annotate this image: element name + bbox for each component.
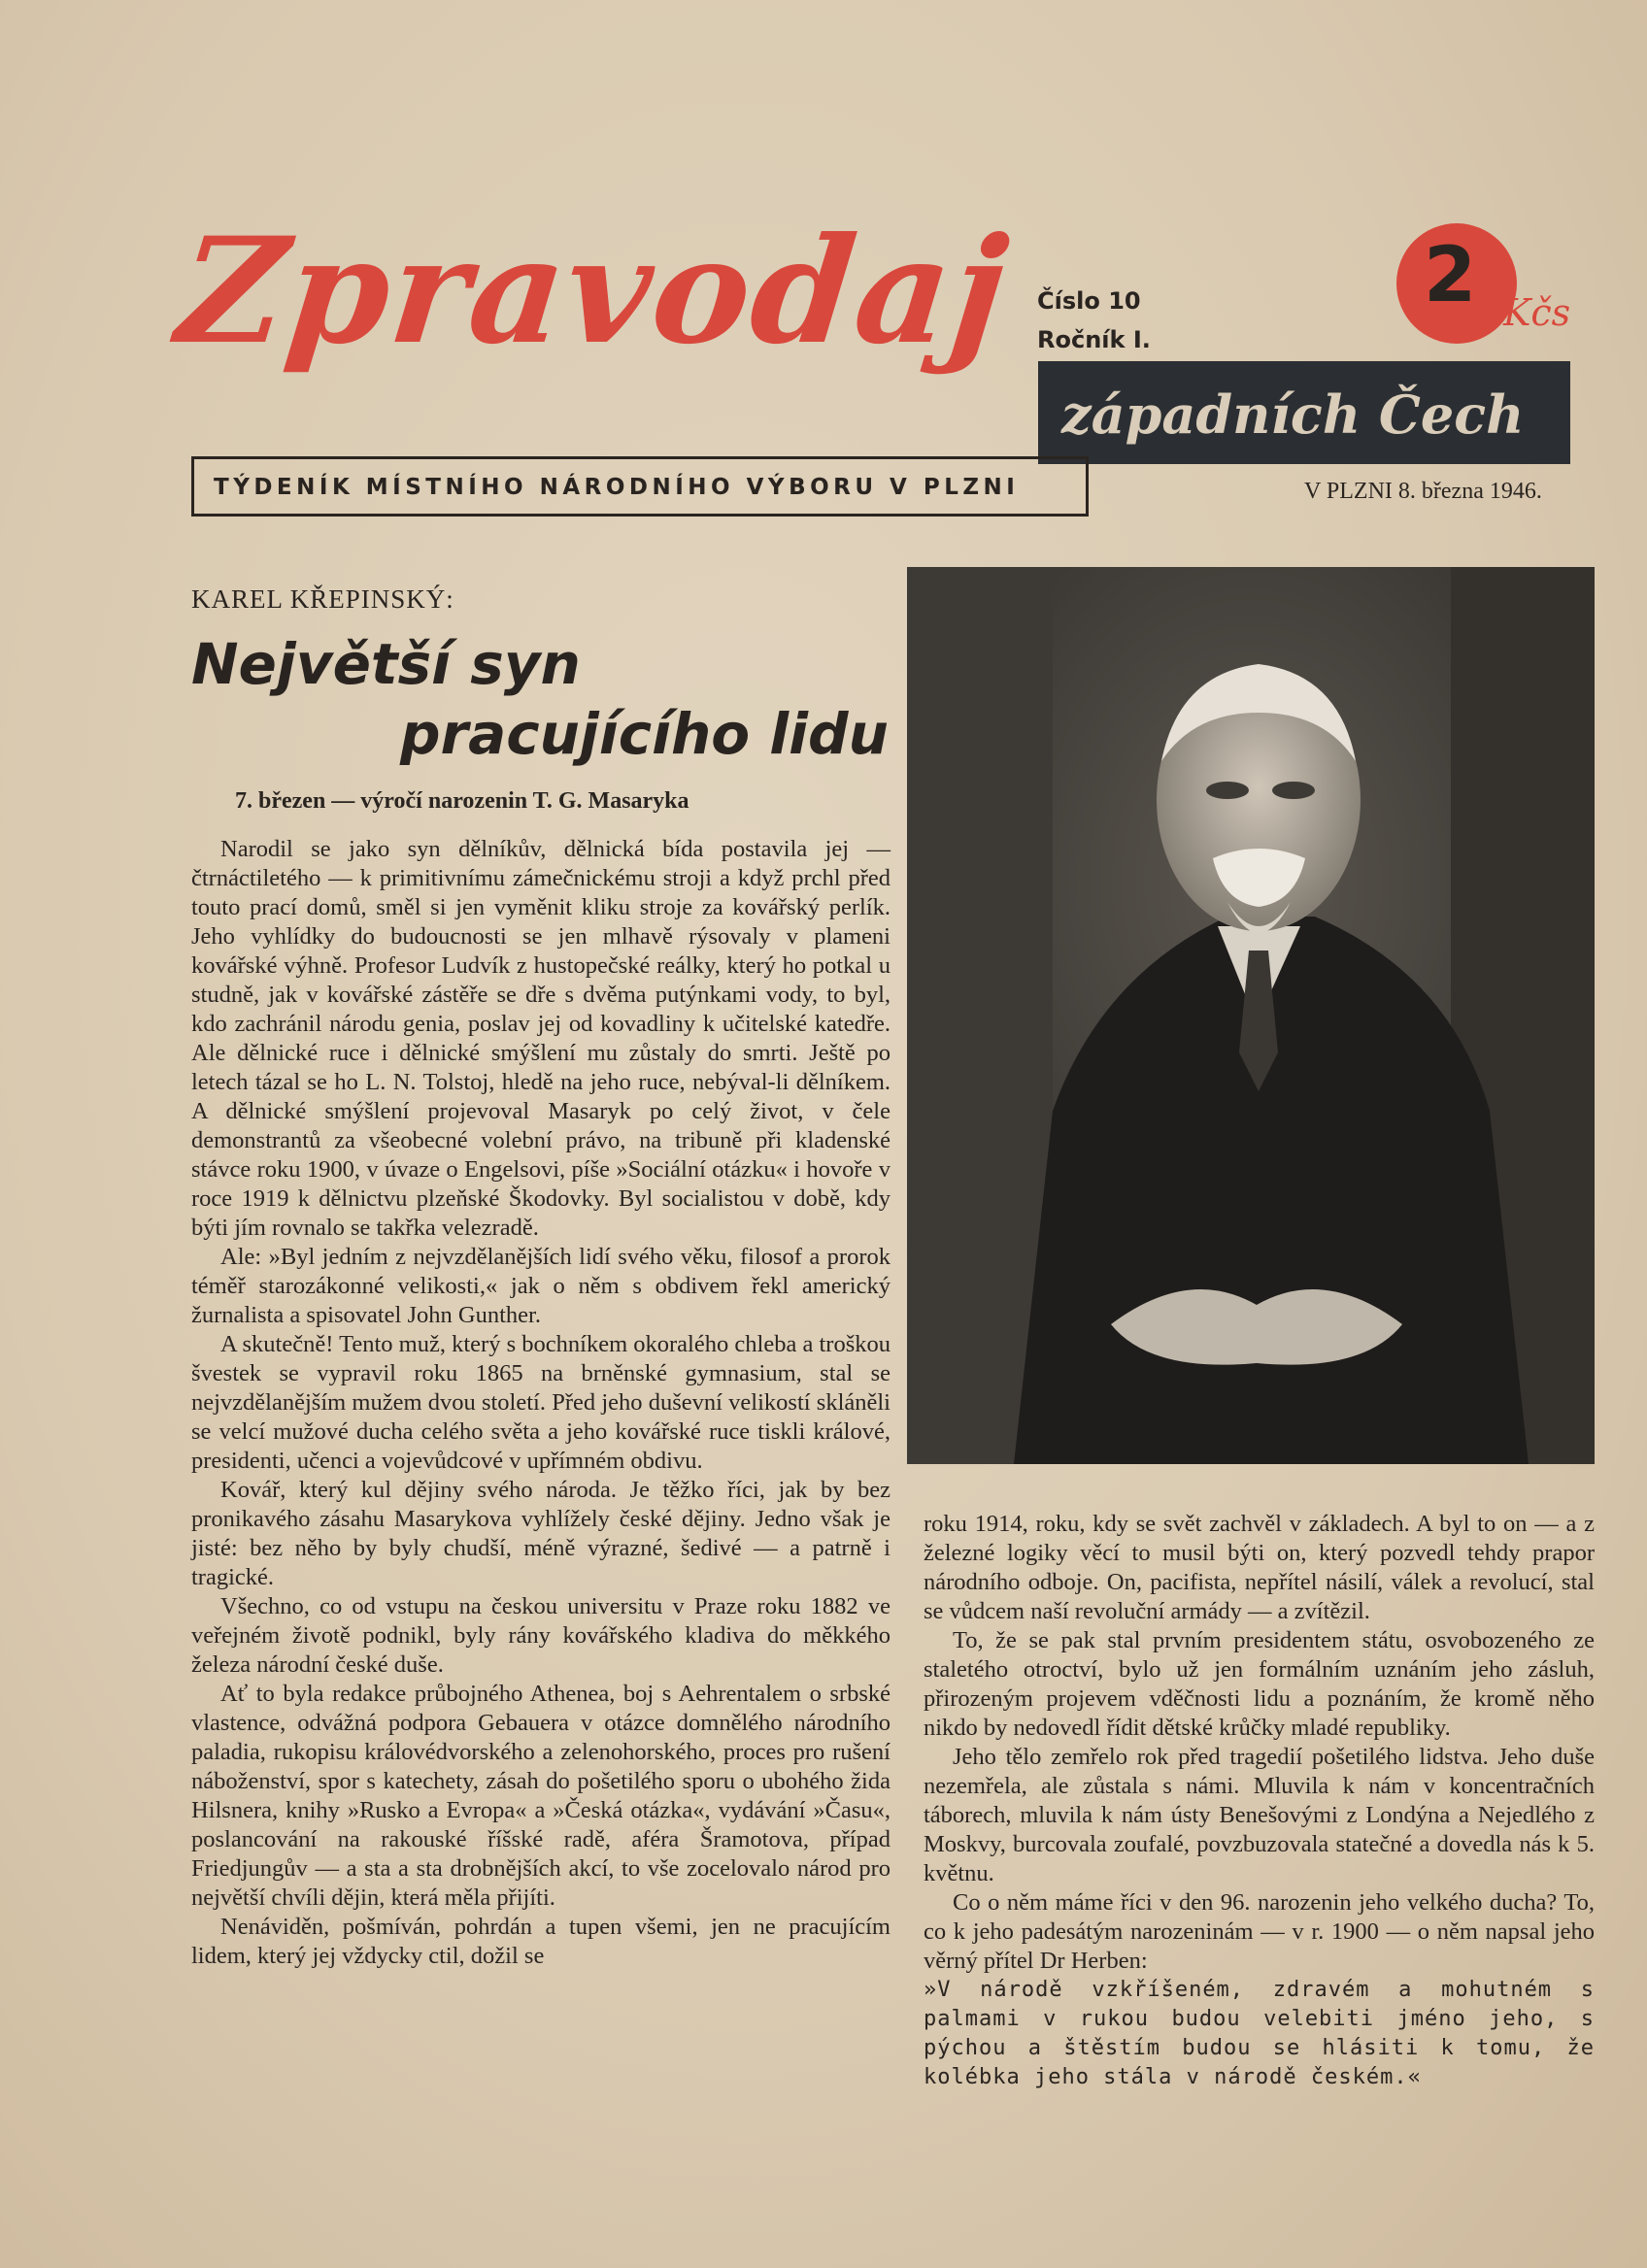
article-column-right xyxy=(924,1510,1595,2092)
article-paragraph: Všechno, co od vstupu na českou universitu v Praze roku 1882 ve veřejném životě podnikl, byly rány kovářského kladiva do měkkého železa národní české duše. xyxy=(191,1593,891,1678)
article-paragraph: To, že se pak stal prvním presidentem státu, osvobozeného ze staletého otroctví, bylo už jen formálním uznáním jeho zásluh, přirozeným projevem vděčnosti lidu a poznáním, že kromě něho nikdo by nedovedl řídit dětské krůčky mladé republiky. xyxy=(924,1627,1595,1741)
portrait-illustration xyxy=(907,567,1595,1464)
masthead-tagline: TÝDENÍK MÍSTNÍHO NÁRODNÍHO VÝBORU V PLZNI xyxy=(214,475,1020,500)
article-headline-line2: pracujícího lidu xyxy=(400,701,889,767)
article-paragraph: Narodil se jako syn dělníkův, dělnická bída postavila jej — čtrnáctiletého — k primitivnímu zámečnickému stroji a když prchl před touto prací domů, směl si jen vyměnit kliku stroje za kovářský perlík. Jeho vyhlídky do budoucnosti se jen mlhavě rýsovaly v plameni kovářské výhně. Profesor Ludvík z hustopečské reálky, který ho potkal u studně, jak v kovářské zástěře se dře s dvěma putýnkami vody, to byl, kdo zachránil národu genia, poslav jej od kovadliny k učitelské katedře. Ale dělnické ruce i dělnické smýšlení mu zůstaly do smrti. Ještě po letech tázal se ho L. N. Tolstoj, hledě na jeho ruce, nebýval-li dělníkem. A dělnické smýšlení projevoval Masaryk po celý život, v čele demonstrantů za všeobecné volební právo, na tribuně při kladenské stávce roku 1900, v úvaze o Engelsovi, píše »Sociální otázku« i hovoře v roce 1919 k dělnictvu plzeňské Škodovky. Byl socialistou v době, kdy býti jím rovnalo se takřka velezradě. xyxy=(191,836,891,1241)
article-paragraph: Co o něm máme říci v den 96. narozenin jeho velkého ducha? To, co k jeho padesátým narozeninám — v r. 1900 — o něm napsal jeho věrný přítel Dr Herben: xyxy=(924,1889,1595,1974)
article-paragraph: Ať to byla redakce průbojného Athenea, boj s Aehrentalem o srbské vlastence, odvážná podpora Gebauera v otázce domnělého národního paladia, rukopisu královédvorského a zelenohorského, proces pro rušení náboženství, spor s katechety, zásah do pošetilého sporu o ubohého žida Hilsnera, knihy »Rusko a Evropa« a »Česká otázka«, vydávání »Času«, poslancování na rakouské říšské radě, aféra Šramotova, případ Friedjungův — a sta a sta drobnějších akcí, to vše zocelovalo národ pro největší chvíli dějin, která měla přijíti. xyxy=(191,1681,891,1911)
volume-number: Ročník I. xyxy=(1037,326,1151,353)
article-headline-line1: Největší syn xyxy=(191,631,581,697)
article-quote: »V národě vzkříšeném, zdravém a mohutném s palmami v rukou budou velebiti jméno jeho, s pýchou a štěstím budou se hlásiti k tomu, že kolébka jeho stála v národě českém.« xyxy=(924,1978,1595,2089)
article-author: KAREL KŘEPINSKÝ: xyxy=(191,584,454,614)
issue-number: Číslo 10 xyxy=(1037,287,1141,315)
article-paragraph: Nenáviděn, pošmíván, pohrdán a tupen všemi, jen ne pracujícím lidem, který jej vždycky ctil, dožil se xyxy=(191,1914,891,1969)
masthead-title: Zpravodaj xyxy=(170,206,1017,377)
masthead-subtitle: západních Čech xyxy=(1061,384,1525,446)
article-paragraph: Jeho tělo zemřelo rok před tragedií pošetilého lidstva. Jeho duše nezemřela, ale zůstala s námi. Mluvila k nám v koncentračních táborech, mluvila k nám ústy Benešovými z Londýna a Nejedlého z Moskvy, burcovala zoufalé, povzbuzovala statečné a dovedla nás k 5. květnu. xyxy=(924,1744,1595,1886)
article-paragraph: roku 1914, roku, kdy se svět zachvěl v základech. A byl to on — a z železné logiky věcí to musil býti on, který pozvedl tehdy prapor národního odboje. On, pacifista, nepřítel násilí, válek a revolucí, stal se vůdcem naší revoluční armády — a zvítězil. xyxy=(924,1511,1595,1624)
article-paragraph: Ale: »Byl jedním z nejvzdělanějších lidí svého věku, filosof a prorok téměř starozákonné velikosti,« jak o něm s obdivem řekl americký žurnalista a spisovatel John Gunther. xyxy=(191,1244,891,1328)
dateline: V PLZNI 8. března 1946. xyxy=(1304,479,1542,504)
price-unit: Kčs xyxy=(1503,291,1571,334)
article-paragraph: A skutečně! Tento muž, který s bochníkem okoraléhο chleba a troškou švestek se vypravil roku 1865 na brněnské gymnasium, stal se nejvzdělanějším mužem dvou století. Před jeho duševní velikostí skláněli se velcí mužové ducha celého světa a jeho kovářské ruce tiskli králové, presidenti, učenci a vojevůdcové v upřímném obdivu. xyxy=(191,1331,891,1474)
article-kicker: 7. březen — výročí narozenin T. G. Masaryka xyxy=(235,788,689,814)
article-paragraph: Kovář, který kul dějiny svého národa. Je těžko říci, jak by bez pronikavého zásahu Masarykova vyhlížely české dějiny. Jedno však je jisté: bez něho by byly chudší, méně výrazné, šedivé — a patrně i tragické. xyxy=(191,1477,891,1590)
portrait-photo xyxy=(907,567,1595,1464)
price-number: 2 xyxy=(1424,232,1477,319)
article-column-left xyxy=(191,835,891,1971)
issue-info xyxy=(1037,282,1151,359)
